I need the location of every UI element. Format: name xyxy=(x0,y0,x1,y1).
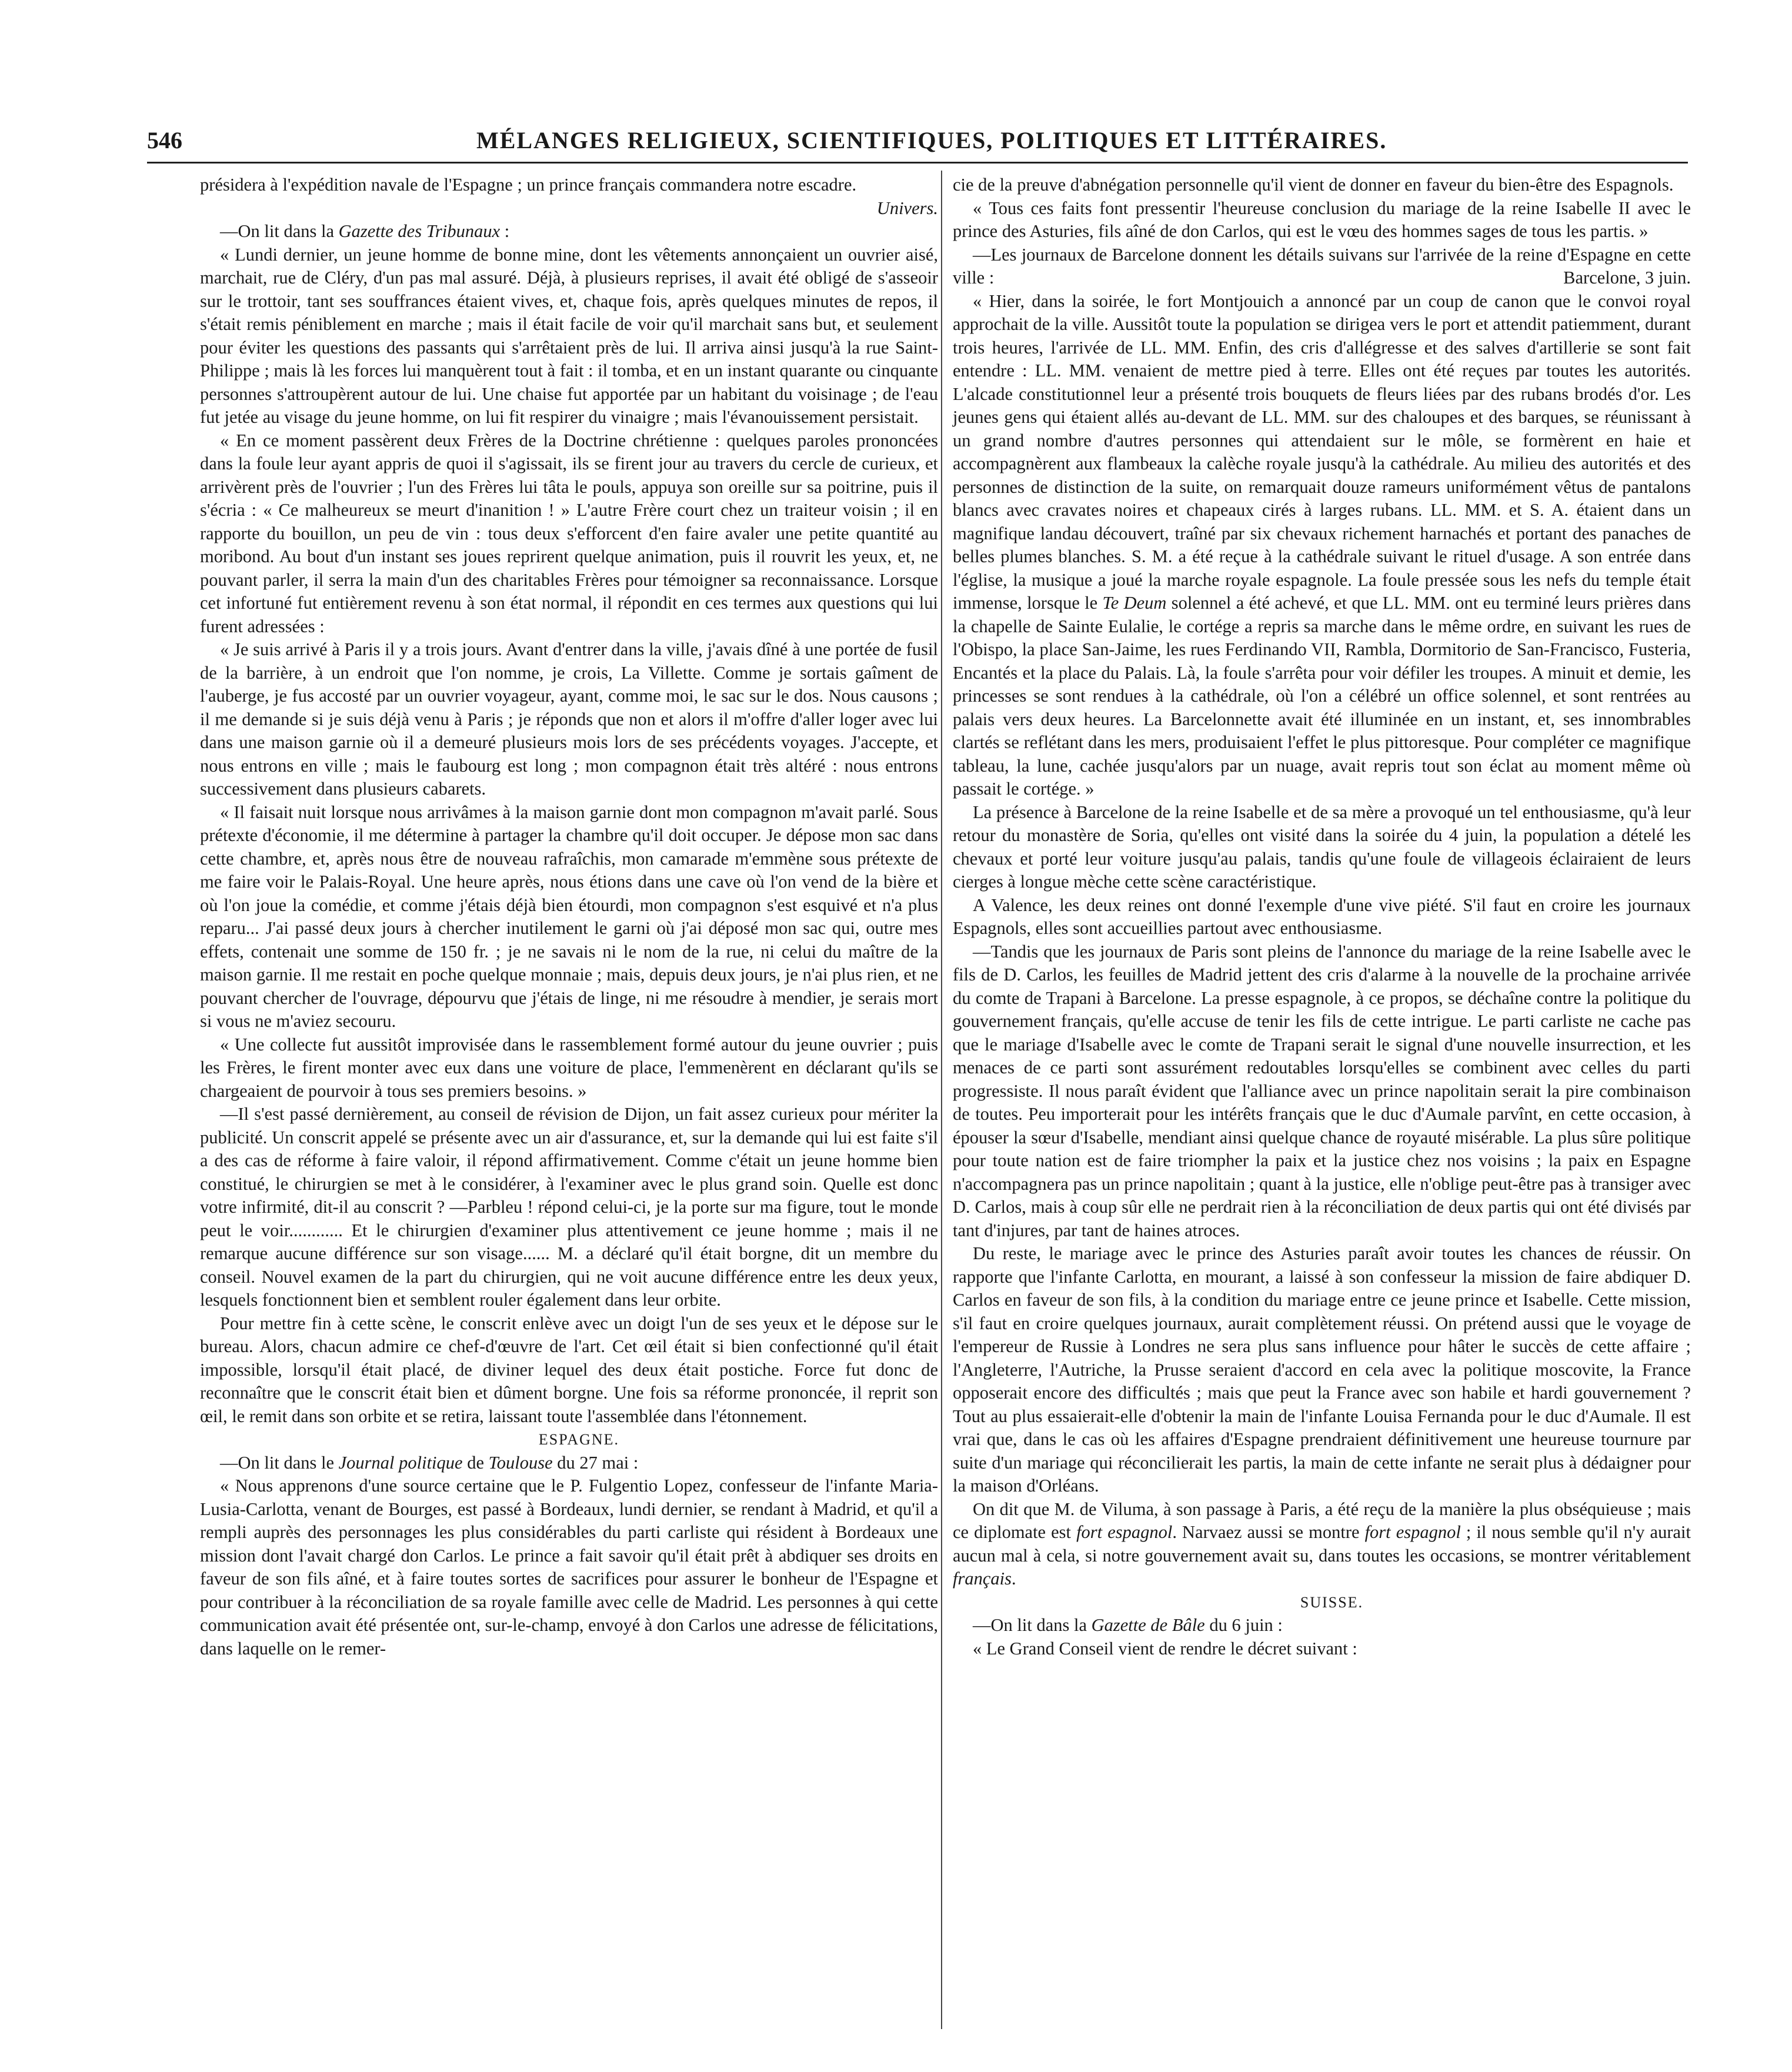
newspaper-title: Gazette des Tribunaux xyxy=(338,221,500,241)
article-intro: —On lit dans la Gazette des Tribunaux : xyxy=(220,221,510,241)
paragraph: « Nous apprenons d'une source certaine que le P. Fulgentio Lopez, confesseur de l'infante Maria-Lusia-Carlotta, venant de Bourges, est passé à Bordeaux, lundi dernier, se rendant à Madrid, et qu'il a rempli auprès des personnages les plus considérables du parti carliste qui résident à Bordeaux une mission dont l'avait chargé don Carlos. Le prince a fait savoir qu'il était prêt à abdiquer ses droits en faveur de son fils aîné, et à faire toutes sortes de sacrifices pour assurer le bonheur de l'Espagne et pour contribuer à la réconciliation de sa royale famille avec celle de Madrid. Les personnes à qui cette communication avait été présentée ont, sur-le-champ, envoyé à don Carlos une adresse de félicitations, dans laquelle on le remer- xyxy=(200,1476,938,1659)
paragraph: « Lundi dernier, un jeune homme de bonne mine, dont les vêtements annonçaient un ouvrier aisé, marchait, rue de Cléry, d'un pas mal assuré. Déjà, à plusieurs reprises, il avait été obligé de s'asseoir sur le trottoir, tant ses souffrances étaient vives, et, chaque fois, après quelques minutes de repos, il s'était remis péniblement en marche ; mais il était facile de voir qu'il marchait sans but, et seulement pour éviter les questions des passants qui s'arrêtaient près de lui. Il arriva ainsi jusqu'à la rue Saint-Philippe ; mais là les forces lui manquèrent tout à fait : il tomba, et en un instant quarante ou cinquante personnes s'attroupèrent autour de lui. Une chaise fut apportée par un habitant du voisinage ; de l'eau fut jetée au visage du jeune homme, on lui fit respirer du vinaigre ; mais l'évanouissement persistait. xyxy=(200,244,938,427)
article-intro: —On lit dans le Journal politique de Toulouse du 27 mai : xyxy=(220,1452,639,1473)
paragraph: —Les journaux de Barcelone donnent les détails suivans sur l'arrivée de la reine d'Espagne en cette ville : Barcelone, 3 juin. xyxy=(953,243,1691,290)
city-name: Toulouse xyxy=(488,1452,553,1473)
paragraph: « Tous ces faits font pressentir l'heureuse conclusion du mariage de la reine Isabelle II avec le prince des Asturies, fils aîné de don Carlos, qui est le vœu des hommes sages de tous les partis. » xyxy=(953,198,1691,241)
article-intro: —On lit dans la Gazette de Bâle du 6 juin : xyxy=(973,1615,1283,1635)
paragraph: —Tandis que les journaux de Paris sont pleins de l'annonce du mariage de la reine Isabelle avec le fils de D. Carlos, les feuilles de Madrid jettent des cris d'alarme à la nouvelle de la prochaine arrivée du comte de Trapani à Barcelone. La presse espagnole, à ce propos, se déchaîne contre la politique du gouvernement français, qu'elle accuse de tenir les fils de cette intrigue. Le parti carliste ne cache pas que le mariage d'Isabelle avec le comte de Trapani serait le signal d'une nouvelle insurrection, et les menaces de ce parti sont assurément redoutables lorsqu'elles se combinent avec celles du parti progressiste. Il nous paraît évident que l'alliance avec un prince napolitain serait la pire combinaison de toutes. Peu importerait pour les intérêts français que le duc d'Aumale parvînt, en cette occasion, à épouser la sœur d'Isabelle, mendiant ainsi quelque chance de royauté misérable. La plus sûre politique pour toute nation est de faire triompher la paix et la justice chez nos voisins ; la paix en Espagne n'accompagnera pas un prince napolitain ; quant à la justice, elle n'oblige peut-être pas à transiger avec D. Carlos, mais à coup sûr elle ne perdrait rien à la réconciliation de deux partis qui ont été divisés par tant d'injures, par tant de haines atroces. xyxy=(953,941,1691,1240)
paragraph: —Il s'est passé dernièrement, au conseil de révision de Dijon, un fait assez curieux pour mériter la publicité. Un conscrit appelé se présente avec un air d'assurance, et, sur la demande qui lui est faite s'il a des cas de réforme à faire valoir, il répond affirmativement. Comme c'était un jeune homme bien constitué, le chirurgien se met à le considérer, à l'examiner avec le plus grand soin. Quelle est donc votre infirmité, dit-il au conscrit ? —Parbleu ! répond celui-ci, je la porte sur ma figure, tout le monde peut le voir............ Et le chirurgien d'examiner plus attentivement ce jeune homme ; mais il ne remarque aucune différence sur son visage...... M. a déclaré qu'il était borgne, dit un membre du conseil. Nouvel examen de la part du chirurgien, qui ne voit aucune différence entre les deux yeux, lesquels fonctionnent bien et semblent rouler également dans leur orbite. xyxy=(200,1104,938,1310)
page-number: 546 xyxy=(147,127,182,154)
paragraph: Pour mettre fin à cette scène, le conscrit enlève avec un doigt l'un de ses yeux et le dépose sur le bureau. Alors, chacun admire ce chef-d'œuvre de l'art. Cet œil était si bien confectionné qu'il était impossible, lorsqu'il était placé, de diviner lequel des deux était postiche. Force fut donc de reconnaître que le conscrit était bien et dûment borgne. Une fois sa réforme prononcée, il reprit son œil, le remit dans son orbite et se retira, laissant toute l'assemblée dans l'étonnement. xyxy=(200,1313,938,1426)
paragraph: « Il faisait nuit lorsque nous arrivâmes à la maison garnie dont mon compagnon m'avait parlé. Sous prétexte d'économie, il me détermine à partager la chambre qu'il doit occuper. Je dépose mon sac dans cette chambre, et, après nous être de nouveau rafraîchis, mon camarade m'emmène sous prétexte de me faire voir le Palais-Royal. Une heure après, nous étions dans une cave où l'on vend de la bière et où l'on joue la comédie, et comme j'étais déjà bien étourdi, mon compagnon s'est esquivé et n'a plus reparu... J'ai passé deux jours à chercher inutilement le garni où j'ai déposé mon sac qui, outre mes effets, contenait une somme de 150 fr. ; je ne savais ni le nom de la rue, ni celui du maître de la maison garnie. Il me restait en poche quelque monnaie ; mais, depuis deux jours, je n'ai plus rien, et ne pouvant chercher de l'ouvrage, dépourvu que j'étais de linge, ni me résoudre à mendier, je serais mort si vous ne m'aviez secouru. xyxy=(200,802,938,1031)
paragraph: « En ce moment passèrent deux Frères de la Doctrine chrétienne : quelques paroles prononcées dans la foule leur ayant appris de quoi il s'agissait, ils se firent jour au travers du cercle de curieux, et arrivèrent près de l'ouvrier ; l'un des Frères lui tâta le pouls, appuya son oreille sur sa poitrine, puis il s'écria : « Ce malheureux se meurt d'inanition ! » L'autre Frère court chez un traiteur voisin ; il en rapporte du bouillon, un peu de vin : tous deux s'efforcent d'en faire avaler une petite quantité au moribond. Au bout d'un instant ses joues reprirent quelque animation, puis il rouvrit les yeux, et, ne pouvant parler, il serra la main d'un des charitables Frères pour témoigner sa reconnaissance. Lorsque cet infortuné fut entièrement revenu à son état normal, il répondit en ces termes aux questions qui lui furent adressées : xyxy=(200,430,938,636)
paragraph: La présence à Barcelone de la reine Isabelle et de sa mère a provoqué un tel enthousiasme, qu'à leur retour du monastère de Soria, qu'elles ont visité dans la soirée du 4 juin, la population a dételé les chevaux et porté leur voiture jusqu'au palais, tandis qu'une foule de villageois éclairaient de leurs cierges à longue mèche cette scène caractéristique. xyxy=(953,802,1691,892)
paragraph: « Une collecte fut aussitôt improvisée dans le rassemblement formé autour du jeune ouvrier ; puis les Frères, le firent monter avec eux dans une voiture de place, l'emmenèrent en déclarant qu'ils se chargeaient de pourvoir à tous ses premiers besoins. » xyxy=(200,1034,938,1101)
paragraph: cie de la preuve d'abnégation personnelle qu'il vient de donner en faveur du bien-être des Espagnols. xyxy=(953,175,1674,195)
paragraph: Du reste, le mariage avec le prince des Asturies paraît avoir toutes les chances de réussir. On rapporte que l'infante Carlotta, en mourant, a laissé à son confesseur la mission de faire abdiquer D. Carlos en faveur de son fils, à la condition du mariage entre ce jeune prince et Isabelle. Cette mission, s'il faut en croire quelques journaux, aurait complètement réussi. On prétend aussi que le voyage de l'empereur de Russie à Londres ne sera plus sans influence pour hâter le succès de cette affaire ; l'Angleterre, l'Autriche, la Prusse seraient d'accord en cela avec la politique moscovite, la France opposerait encore des difficultés ; mais que peut la France avec son habile et hardi gouvernement ? Tout au plus essaierait-elle d'obtenir la main de l'infante Louisa Fernanda pour le duc d'Aumale. Il est vrai que, dans le cas où les affaires d'Espagne prendraient définitivement une heureuse tournure par suite d'un mariage qui réconcilierait les partis, la main de cette infante ne serait plus à dédaigner pour la maison d'Orléans. xyxy=(953,1243,1691,1496)
paragraph: « Hier, dans la soirée, le fort Montjouich a annoncé par un coup de canon que le convoi royal approchait de la ville. Aussitôt toute la population se dirigea vers le port et attendit patiemment, durant trois heures, l'arrivée de LL. MM. Enfin, des cris d'allégresse et des salves d'artillerie se sont fait entendre : LL. MM. venaient de mettre pied à terre. Elles ont été reçues par toutes les autorités. L'alcade constitutionnel leur a présenté trois bouquets de fleurs liées par des rubans brodés d'or. Les jeunes gens qui étaient allés au-devant de LL. MM. sur des chaloupes et des barques, se réunissant à un grand nombre d'autres personnes qui attendaient sur le môle, se formèrent en haie et accompagnèrent aux flambeaux la calèche royale jusqu'à la cathédrale. Au milieu des autorités et des personnes de distinction de la suite, on remarquait douze rameurs uniformément vêtus de pantalons blancs avec cravates noires et chapeaux cirés à larges rubans. LL. MM. et S. A. étaient dans un magnifique landau découvert, traîné par six chevaux richement harnachés et portant des panaches de belles plumes blanches. S. M. a été reçue à la cathédrale suivant le rituel d'usage. A son entrée dans l'église, la musique a joué la marche royale espagnole. La foule pressée sous les nefs du temple était immense, lorsque le Te Deum solennel a été achevé, et que LL. MM. ont eu terminé leurs prières dans la chapelle de Sainte Eulalie, le cortége a repris sa marche dans le même ordre, en suivant les rues de l'Obispo, la place San-Jaime, les rues Ferdinando VII, Rambla, Dormitorio de San-Francisco, Fusteria, Encantés et la place du Palais. Là, la foule s'arrêta pour voir défiler les troupes. A minuit et demie, les princesses se sont rendues à la cathédrale, où l'on a célébré un office solennel, et sont rentrées au palais vers deux heures. La Barcelonnette avait été illuminée en un instant, et, ses innombrables clartés se reflétant dans les mers, produisaient l'effet le plus pittoresque. Pour compléter ce magnifique tableau, la lune, cachée jusqu'alors par un nuage, avait repris tout son éclat au moment même où passait le cortége. » xyxy=(953,291,1691,799)
paragraph: On dit que M. de Viluma, à son passage à Paris, a été reçu de la manière la plus obséquieuse ; mais ce diplomate est fort espagnol. Narvaez aussi se montre fort espagnol ; il nous semble qu'il n'y aurait aucun mal à cela, si notre gouvernement avait su, dans toutes les occasions, se montrer véritablement français. xyxy=(953,1499,1691,1589)
right-column xyxy=(953,173,1691,1660)
dateline: Barcelone, 3 juin. xyxy=(1563,268,1691,288)
paragraph: présidera à l'expédition navale de l'Espagne ; un prince français commandera notre escadre. Univers. xyxy=(200,173,938,220)
source-attribution: Univers. xyxy=(876,198,938,218)
column-divider xyxy=(941,171,942,2029)
newspaper-title: Journal politique xyxy=(338,1452,463,1473)
newspaper-title: Gazette de Bâle xyxy=(1091,1615,1205,1635)
paragraph: « Je suis arrivé à Paris il y a trois jours. Avant d'entrer dans la ville, j'avais dîné à une portée de fusil de la barrière, à un endroit que l'on nomme, je crois, La Villette. Comme je sortais gaîment de l'auberge, je fus accosté par un ouvrier voyageur, ayant, comme moi, le sac sur le dos. Nous causons ; il me demande si je suis déjà venu à Paris ; je réponds que non et alors il m'offre d'aller loger avec lui dans une maison garnie où il a demeuré plusieurs mois lors de ses précédents voyages. J'accepte, et nous entrons en ville ; mais le faubourg est long ; mon compagnon était très altéré : nous entrons successivement dans plusieurs cabarets. xyxy=(200,639,938,799)
left-column xyxy=(200,173,938,1660)
running-title: MÉLANGES RELIGIEUX, SCIENTIFIQUES, POLITIQUES ET LITTÉRAIRES. xyxy=(476,127,1387,154)
section-heading: ESPAGNE. xyxy=(538,1431,620,1448)
te-deum: Te Deum xyxy=(1102,593,1167,613)
section-heading: SUISSE. xyxy=(1300,1593,1364,1611)
paragraph: A Valence, les deux reines ont donné l'exemple d'une vive piété. S'il faut en croire les journaux Espagnols, elles sont accueillies partout avec enthousiasme. xyxy=(953,895,1691,938)
paragraph: « Le Grand Conseil vient de rendre le décret suivant : xyxy=(973,1638,1357,1659)
page-header xyxy=(147,126,1688,164)
